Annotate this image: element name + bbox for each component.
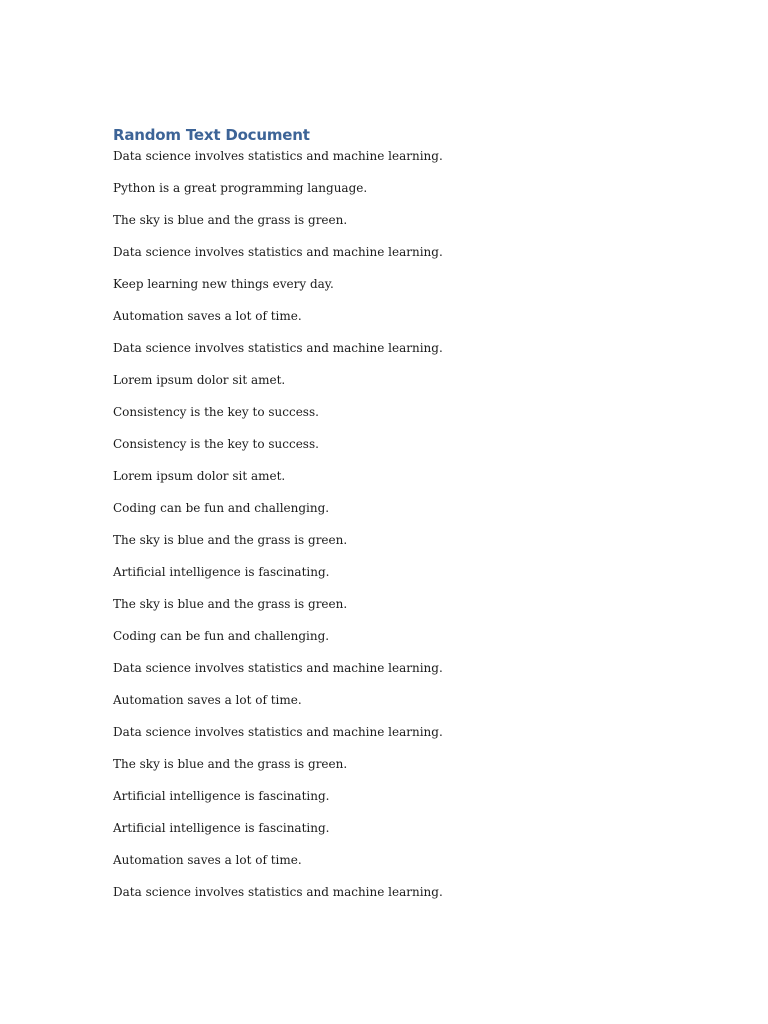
paragraph: The sky is blue and the grass is green. [113, 213, 348, 227]
paragraph: Keep learning new things every day. [113, 277, 334, 291]
paragraph: Data science involves statistics and machine learning. [113, 149, 443, 163]
paragraph: Coding can be fun and challenging. [113, 501, 330, 515]
paragraph: Artificial intelligence is fascinating. [113, 565, 330, 579]
paragraph: The sky is blue and the grass is green. [113, 597, 348, 611]
paragraph: The sky is blue and the grass is green. [113, 757, 348, 771]
paragraph: Automation saves a lot of time. [113, 853, 302, 867]
paragraph: Consistency is the key to success. [113, 437, 319, 451]
paragraph: Data science involves statistics and machine learning. [113, 245, 443, 259]
paragraph-list [113, 147, 673, 915]
document-title: Random Text Document [113, 126, 310, 144]
paragraph: The sky is blue and the grass is green. [113, 533, 348, 547]
paragraph: Lorem ipsum dolor sit amet. [113, 469, 286, 483]
paragraph: Artificial intelligence is fascinating. [113, 821, 330, 835]
paragraph: Data science involves statistics and machine learning. [113, 341, 443, 355]
paragraph: Lorem ipsum dolor sit amet. [113, 373, 286, 387]
paragraph: Coding can be fun and challenging. [113, 629, 330, 643]
paragraph: Automation saves a lot of time. [113, 309, 302, 323]
paragraph: Python is a great programming language. [113, 181, 368, 195]
paragraph: Consistency is the key to success. [113, 405, 319, 419]
paragraph: Data science involves statistics and machine learning. [113, 661, 443, 675]
paragraph: Artificial intelligence is fascinating. [113, 789, 330, 803]
paragraph: Automation saves a lot of time. [113, 693, 302, 707]
paragraph: Data science involves statistics and machine learning. [113, 885, 443, 899]
paragraph: Data science involves statistics and machine learning. [113, 725, 443, 739]
document-body [113, 125, 673, 915]
